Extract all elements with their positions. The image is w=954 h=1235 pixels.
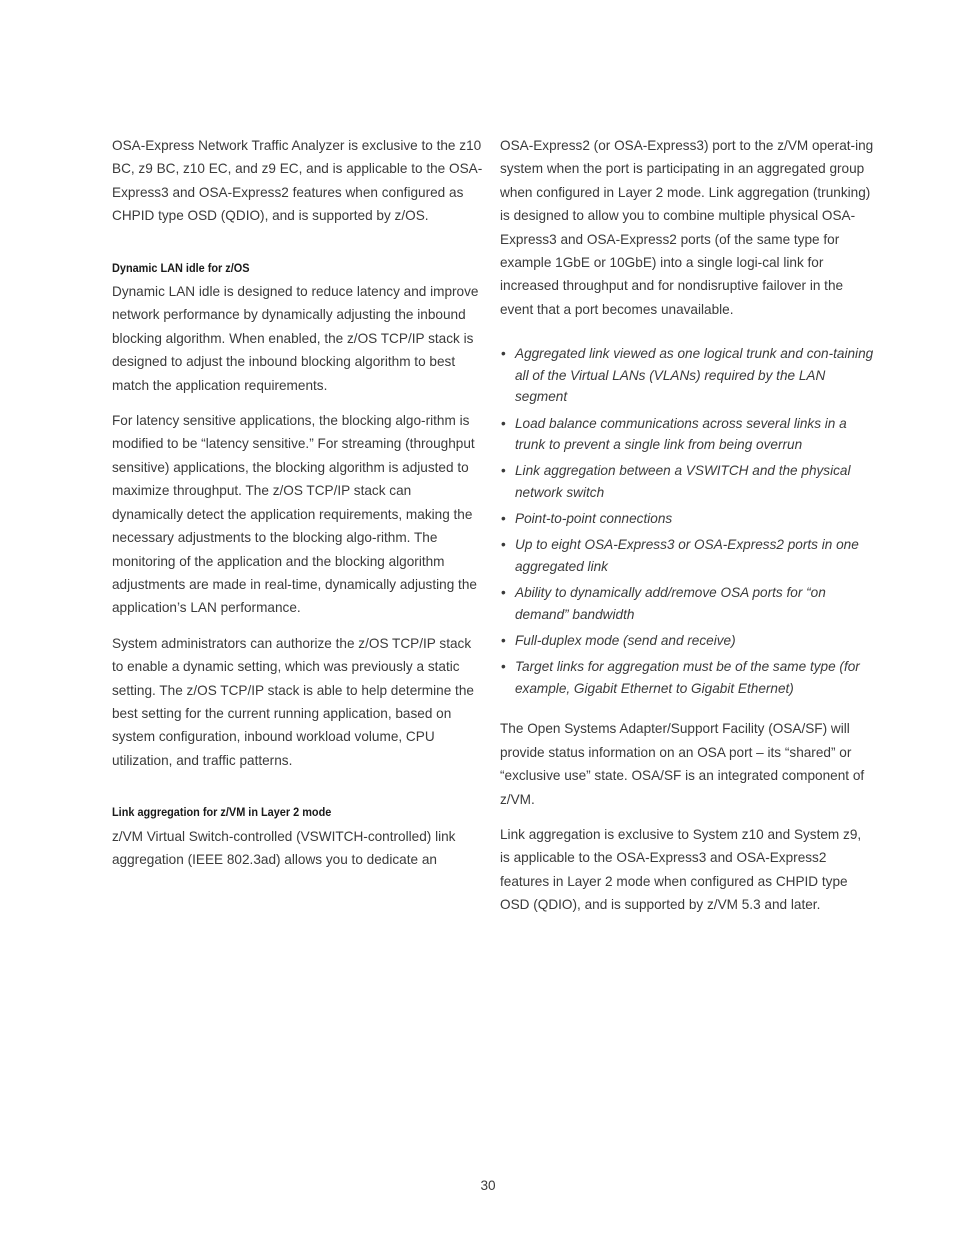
body-paragraph: The Open Systems Adapter/Support Facility (OSA/SF) will provide status information on an OSA port – its “shared” or “exclusive use” state. OSA/SF is an integrated component of z/VM. [500,721,865,807]
list-item-text: Aggregated link viewed as one logical trunk and con-taining all of the Virtual LANs (VLANs) required by the LAN segment [515,346,874,405]
list-item [500,343,874,408]
list-item [500,656,874,699]
bullet-icon: • [501,537,506,553]
section-heading-dynamic-lan-idle: Dynamic LAN idle for z/OS [112,260,250,275]
body-paragraph: Dynamic LAN idle is designed to reduce latency and improve network performance by dynamically adjusting the inbound blocking algorithm. When enabled, the z/OS TCP/IP stack is designed to adjust the inbound blocking algorithm to best match the application requirements. [112,284,479,393]
list-item [500,460,874,503]
body-paragraph: For latency sensitive applications, the blocking algo-rithm is modified to be “latency sensitive.” For streaming (throughput sensitive) applications, the blocking algorithm is adjusted to maximize throughput. The z/OS TCP/IP stack can dynamically detect the application requirements, making the necessary adjustments to the blocking algo-rithm. The monitoring of the application and the blocking algorithm adjustments are made in real-time, dynamically adjusting the application’s LAN performance. [112,413,477,616]
list-item-text: Target links for aggregation must be of the same type (for example, Gigabit Ethernet to Gigabit Ethernet) [515,659,860,696]
bullet-icon: • [501,585,506,601]
list-item [500,582,874,625]
bullet-icon: • [501,511,506,527]
page-number: 30 [480,1178,496,1193]
list-item-text: Up to eight OSA-Express3 or OSA-Express2 ports in one aggregated link [515,537,859,574]
bullet-icon: • [501,346,506,362]
bullet-icon: • [501,632,506,648]
body-paragraph: z/VM Virtual Switch-controlled (VSWITCH-controlled) link aggregation (IEEE 802.3ad) allows you to dedicate an [112,828,456,867]
list-item-text: Ability to dynamically add/remove OSA ports for “on demand” bandwidth [515,585,826,622]
left-column [112,134,484,883]
list-item-text: Link aggregation between a VSWITCH and the physical network switch [515,463,851,500]
body-paragraph: System administrators can authorize the z/OS TCP/IP stack to enable a dynamic setting, which was previously a static setting. The z/OS TCP/IP stack is able to help determine the best setting for the current running application, based on system configuration, inbound workload volume, CPU utilization, and traffic patterns. [112,635,474,768]
intro-paragraph: OSA-Express Network Traffic Analyzer is exclusive to the z10 BC, z9 BC, z10 EC, and z9 EC, and is applicable to the OSA-Express3 and OSA-Express2 features when configured as CHPID type OSD (QDIO), and is supported by z/OS. [112,138,483,224]
list-item [500,534,874,577]
bullet-icon: • [501,415,506,431]
list-item [500,413,874,456]
list-item-text: Full-duplex mode (send and receive) [515,632,736,648]
section-heading-link-aggregation: Link aggregation for z/VM in Layer 2 mode [112,805,332,820]
bullet-icon: • [501,659,506,675]
right-column [500,134,874,929]
list-item [500,630,874,652]
list-item [500,508,874,530]
bullet-icon: • [501,463,506,479]
list-item-text: Load balance communications across several links in a trunk to prevent a single link from being overrun [515,415,847,453]
body-paragraph: Link aggregation is exclusive to System z10 and System z9, is applicable to the OSA-Express3 and OSA-Express2 features in Layer 2 mode when configured as CHPID type OSD (QDIO), and is supported by z/VM 5.3 and later. [500,826,862,913]
continuation-paragraph: OSA-Express2 (or OSA-Express3) port to the z/VM operat-ing system when the port is participating in an aggregated group when configured in Layer 2 mode. Link aggregation (trunking) is designed to allow you to combine multiple physical OSA-Express3 and OSA-Express2 ports (of the same type for example 1GbE or 10GbE) into a single logi-cal link for increased throughput and for nondisruptive failover in the event that a port becomes unavailable. [500,138,874,317]
feature-bullet-list [500,343,874,699]
list-item-text: Point-to-point connections [515,511,673,527]
